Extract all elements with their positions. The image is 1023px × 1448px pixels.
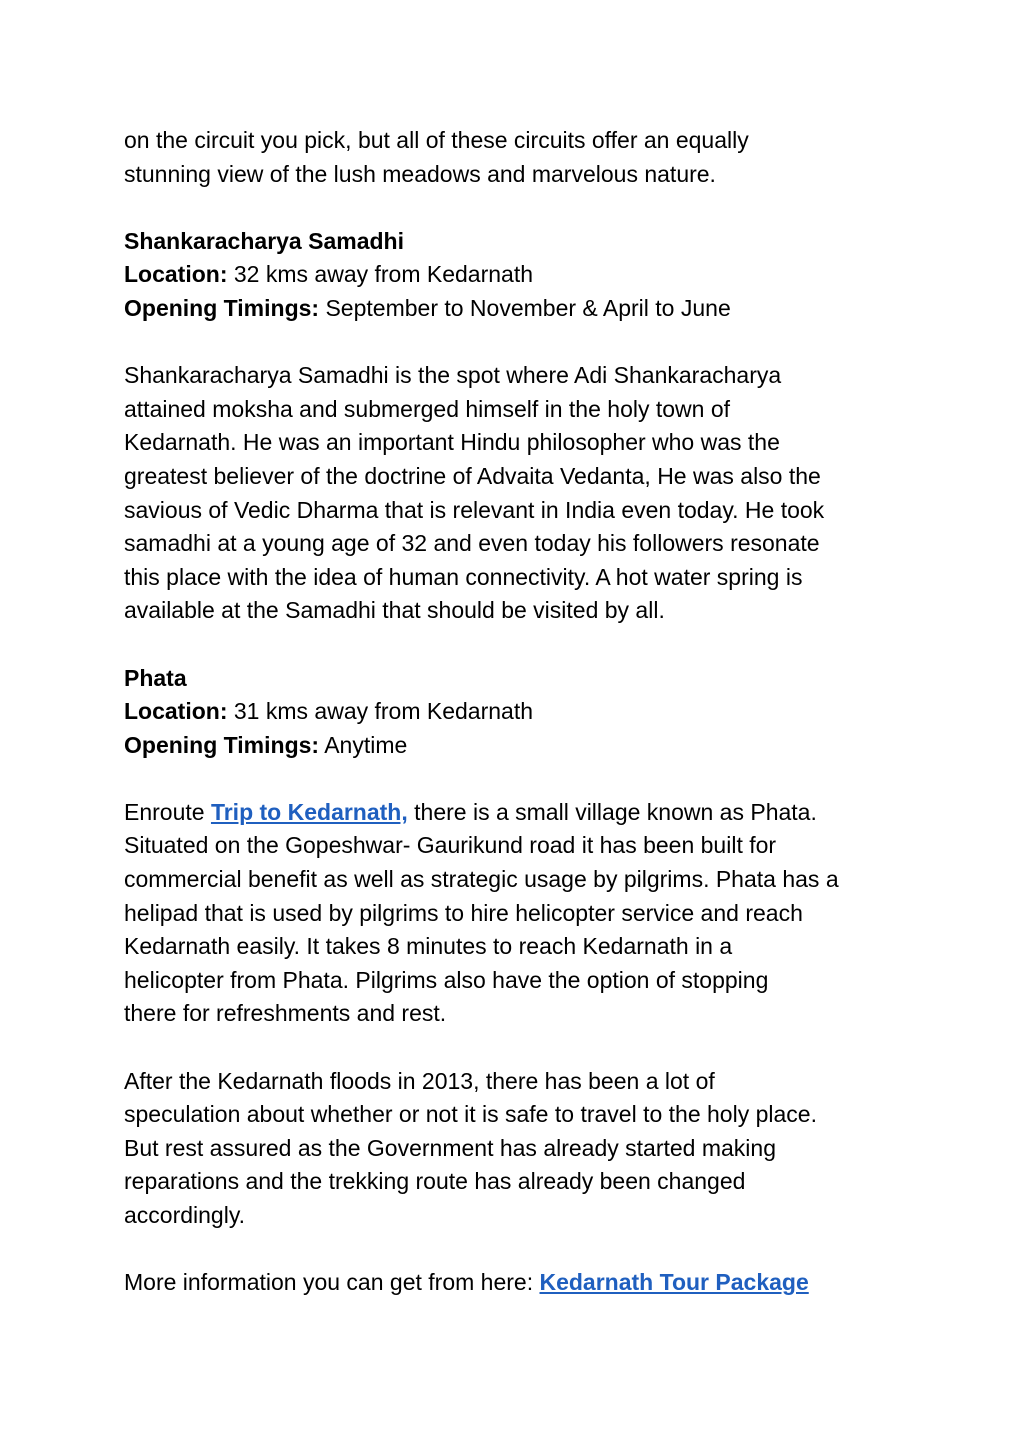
floods-line: speculation about whether or not it is safe to travel to the holy place. (124, 1101, 817, 1128)
timings-row (124, 292, 914, 326)
description-line: commercial benefit as well as strategic usage by pilgrims. Phata has a (124, 866, 839, 893)
description-line: attained moksha and submerged himself in the holy town of (124, 395, 731, 422)
intro-line: stunning view of the lush meadows and marvelous nature. (124, 160, 716, 187)
location-value: 31 kms away from Kedarnath (227, 698, 534, 725)
description-suffix: there is a small village known as Phata. (407, 798, 817, 825)
description-line: greatest believer of the doctrine of Advaita Vedanta, He was also the (124, 462, 821, 489)
floods-line: reparations and the trekking route has already been changed (124, 1168, 746, 1195)
intro-line: on the circuit you pick, but all of these circuits offer an equally (124, 127, 749, 153)
more-info-paragraph (124, 1266, 914, 1300)
location-label: Location: (124, 261, 228, 288)
more-info-prefix: More information you can get from here: (124, 1269, 540, 1296)
intro-paragraph (124, 124, 914, 191)
description-prefix: Enroute (124, 798, 211, 825)
timings-label: Opening Timings: (124, 294, 320, 321)
floods-line: accordingly. (124, 1202, 246, 1228)
floods-line: But rest assured as the Government has already started making (124, 1134, 776, 1161)
description-line: Kedarnath easily. It takes 8 minutes to reach Kedarnath in a (124, 933, 733, 960)
timings-value: September to November & April to June (319, 294, 731, 321)
phata-header-block (124, 662, 914, 763)
timings-row (124, 729, 914, 763)
timings-label: Opening Timings: (124, 731, 320, 758)
description-line: savious of Vedic Dharma that is relevant in India even today. He took (124, 496, 825, 523)
kedarnath-tour-package-link[interactable]: Kedarnath Tour Package (539, 1269, 809, 1296)
description-line: Situated on the Gopeshwar- Gaurikund road it has been built for (124, 832, 777, 859)
description-line: there for refreshments and rest. (124, 1000, 447, 1027)
floods-paragraph (124, 1065, 914, 1233)
shankaracharya-header-block (124, 225, 914, 326)
floods-line: After the Kedarnath floods in 2013, there has been a lot of (124, 1067, 715, 1094)
description-line: helicopter from Phata. Pilgrims also have the option of stopping (124, 966, 769, 993)
section-title-shankaracharya: Shankaracharya Samadhi (124, 227, 404, 254)
document-page (124, 124, 914, 1333)
description-line: helipad that is used by pilgrims to hire helicopter service and reach (124, 899, 803, 926)
description-line: this place with the idea of human connectivity. A hot water spring is (124, 563, 803, 590)
timings-value: Anytime (319, 731, 408, 758)
section-title-phata: Phata (124, 664, 187, 691)
description-line: Shankaracharya Samadhi is the spot where Adi Shankaracharya (124, 362, 782, 389)
shankaracharya-description (124, 359, 914, 628)
location-label: Location: (124, 698, 228, 725)
location-row (124, 258, 914, 292)
more-info-line (124, 1266, 914, 1300)
phata-description (124, 796, 914, 1031)
location-row (124, 695, 914, 729)
location-value: 32 kms away from Kedarnath (227, 261, 534, 288)
description-line: samadhi at a young age of 32 and even today his followers resonate (124, 530, 820, 557)
description-line: available at the Samadhi that should be visited by all. (124, 597, 665, 624)
description-line (124, 796, 914, 830)
trip-to-kedarnath-link[interactable]: Trip to Kedarnath, (210, 798, 408, 825)
description-line: Kedarnath. He was an important Hindu philosopher who was the (124, 429, 780, 456)
